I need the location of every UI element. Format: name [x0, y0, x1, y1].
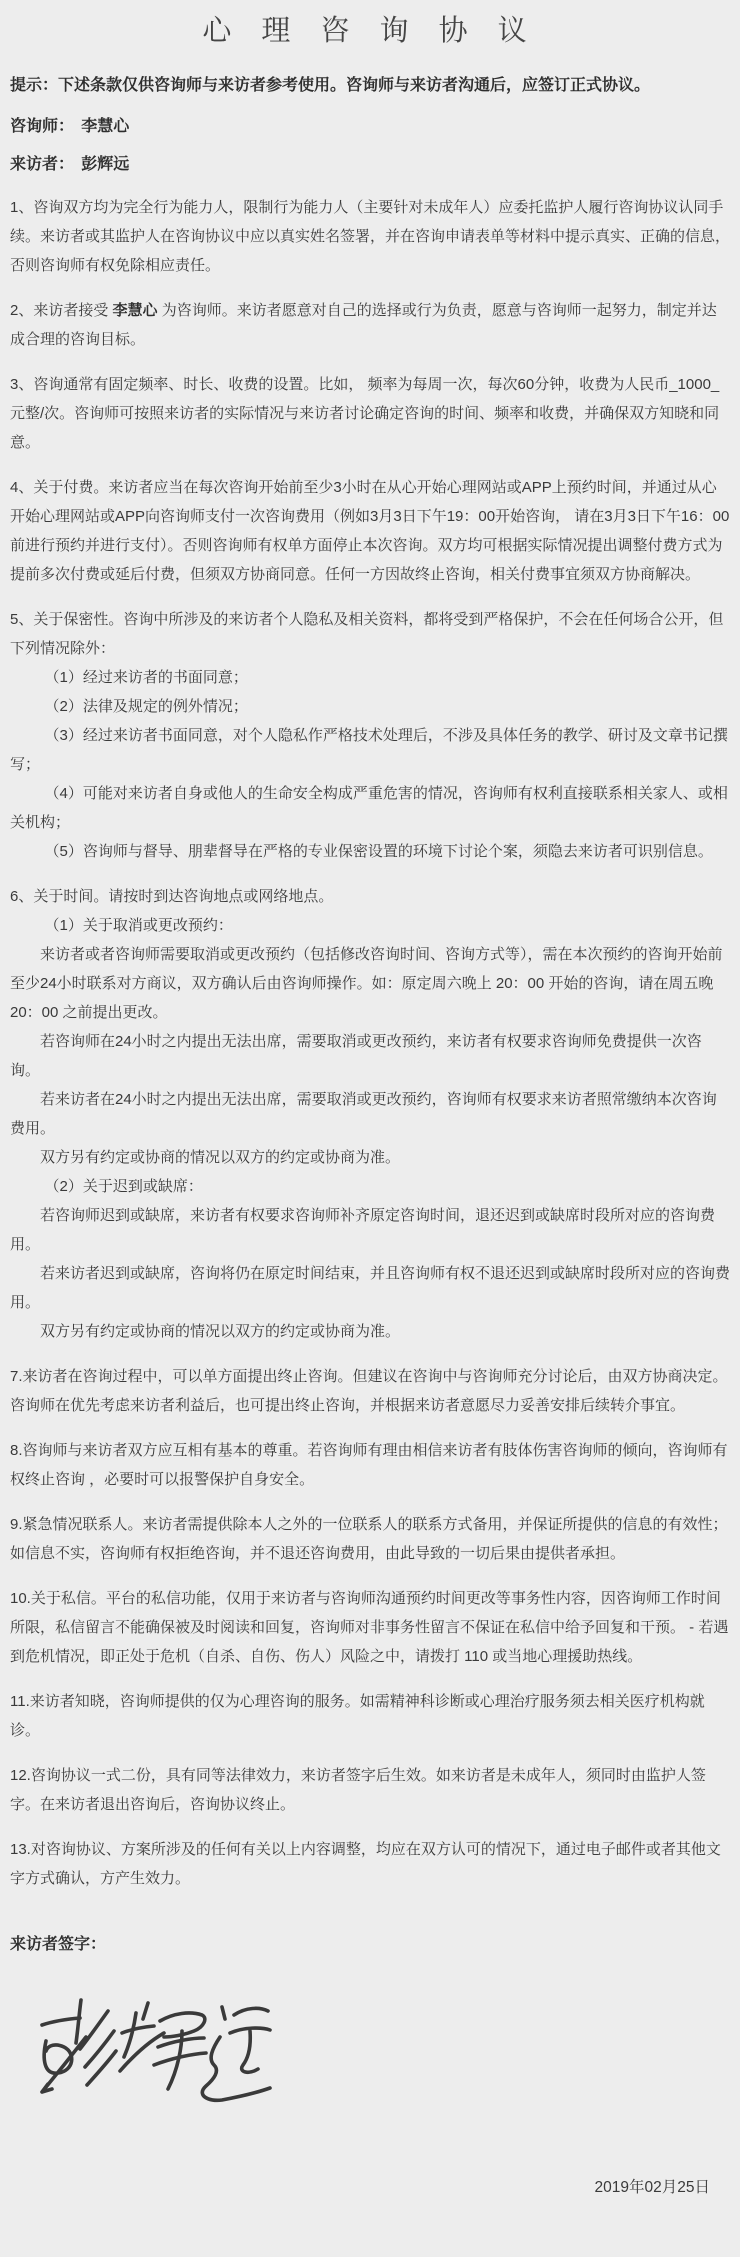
clause-2-text	[10, 296, 730, 354]
clause-6-sub1-para-1: 来访者或者咨询师需要取消或更改预约（包括修改咨询时间、咨询方式等），需在本次预约的咨询开始前至少24小时联系对方商议，双方确认后由咨询师操作。如：原定周六晚上 20：00 开始的咨询，请在周五晚 20：00 之前提出更改。	[10, 946, 723, 1021]
client-label: 来访者：	[10, 156, 75, 173]
clause-5-item-1: （1）经过来访者的书面同意；	[44, 669, 248, 686]
counselor-label: 咨询师：	[10, 118, 75, 135]
signature-label: 来访者签字：	[10, 1936, 107, 1953]
clause-7-text: 7.来访者在咨询过程中，可以单方面提出终止咨询。但建议在咨询中与咨询师充分讨论后，由双方协商决定。咨询师在优先考虑来访者利益后，也可提出终止咨询，并根据来访者意愿尽力妥善安排后续转介事宜。	[10, 1368, 728, 1414]
clause-4	[10, 473, 730, 589]
clause-5-item-3: （3）经过来访者书面同意，对个人隐私作严格技术处理后，不涉及具体任务的教学、研讨及文章书记撰写；	[10, 727, 728, 773]
clause-13-text: 13.对咨询协议、方案所涉及的任何有关以上内容调整，均应在双方认可的情况下，通过电子邮件或者其他文字方式确认，方产生效力。	[10, 1841, 721, 1887]
client-signature-drawing	[24, 1985, 274, 2135]
clause-1-text: 1、咨询双方均为完全行为能力人，限制行为能力人（主要针对未成年人）应委托监护人履行咨询协议认同手续。来访者或其监护人在咨询协议中应以真实姓名签署，并在咨询申请表单等材料中提示真实、正确的信息，否则咨询师有权免除相应责任。	[10, 199, 731, 274]
clause-8-text: 8.咨询师与来访者双方应互相有基本的尊重。若咨询师有理由相信来访者有肢体伤害咨询师的倾向，咨询师有权终止咨询 ，必要时可以报警保护自身安全。	[10, 1442, 728, 1488]
clause-5	[10, 605, 730, 866]
clause-5-item-5: （5）咨询师与督导、朋辈督导在严格的专业保密设置的环境下讨论个案，须隐去来访者可识别信息。	[44, 843, 713, 860]
clause-6-sub1-title: （1）关于取消或更改预约：	[44, 917, 233, 934]
clause-6-intro: 6、关于时间。请按时到达咨询地点或网络地点。	[10, 888, 334, 905]
clause-5-item-4: （4）可能对来访者自身或他人的生命安全构成严重危害的情况，咨询师有权利直接联系相关家人、或相关机构；	[10, 785, 728, 831]
clause-2-prefix: 2、来访者接受	[10, 302, 113, 319]
clause-2	[10, 296, 730, 354]
clause-6-sub1-para-3: 若来访者在24小时之内提出无法出席，需要取消或更改预约，咨询师有权要求来访者照常缴纳本次咨询费用。	[10, 1091, 717, 1137]
clause-6	[10, 882, 730, 1346]
clause-12	[10, 1761, 730, 1819]
client-line	[10, 153, 730, 177]
clause-11-text: 11.来访者知晓，咨询师提供的仅为心理咨询的服务。如需精神科诊断或心理治疗服务须去相关医疗机构就诊。	[10, 1693, 705, 1739]
counselor-name: 李慧心	[81, 118, 130, 135]
clause-1	[10, 193, 730, 280]
clause-6-sub2-para-2: 若来访者迟到或缺席，咨询将仍在原定时间结束，并且咨询师有权不退还迟到或缺席时段所对应的咨询费用。	[10, 1265, 731, 1311]
clause-9	[10, 1510, 730, 1568]
signing-date: 2019年02月25日	[594, 2179, 710, 2196]
clause-13	[10, 1835, 730, 1893]
clause-11	[10, 1687, 730, 1745]
notice-text: 提示：下述条款仅供咨询师与来访者参考使用。咨询师与来访者沟通后，应签订正式协议。	[10, 77, 651, 94]
clause-4-text: 4、关于付费。来访者应当在每次咨询开始前至少3小时在从心开始心理网站或APP上预约时间，并通过从心开始心理网站或APP向咨询师支付一次咨询费用（例如3月3日下午19：00开始咨询， 请在3月3日下午16：00前进行预约并进行支付）。否则咨询师有权单方面停止本次咨询。双方均可根据实际情况提出调整付费方式为提前多次付费或延后付费，但须双方协商同意。任何一方因故终止咨询，相关付费事宜须双方协商解决。	[10, 479, 730, 583]
clause-10	[10, 1584, 730, 1671]
clause-5-item-2: （2）法律及规定的例外情况；	[44, 698, 248, 715]
clause-6-sub2-title: （2）关于迟到或缺席：	[44, 1178, 203, 1195]
page-title: 心 理 咨 询 协 议	[202, 15, 538, 47]
clause-2-suffix: 为咨询师。来访者愿意对自己的选择或行为负责，愿意与咨询师一起努力，制定并达成合理的咨询目标。	[10, 302, 717, 348]
clause-3-text: 3、咨询通常有固定频率、时长、收费的设置。比如， 频率为每周一次，每次60分钟，收费为人民币_1000_元整/次。咨询师可按照来访者的实际情况与来访者讨论确定咨询的时间、频率和收费，并确保双方知晓和同意。	[10, 376, 720, 451]
clause-2-counselor-name: 李慧心	[112, 302, 158, 319]
clause-3	[10, 370, 730, 457]
clause-6-sub2-para-3: 双方另有约定或协商的情况以双方的约定或协商为准。	[40, 1323, 401, 1340]
client-name: 彭辉远	[81, 156, 130, 173]
clause-8	[10, 1436, 730, 1494]
clause-9-text: 9.紧急情况联系人。来访者需提供除本人之外的一位联系人的联系方式备用，并保证所提供的信息的有效性；如信息不实，咨询师有权拒绝咨询，并不退还咨询费用，由此导致的一切后果由提供者承担。	[10, 1516, 728, 1562]
clause-12-text: 12.咨询协议一式二份，具有同等法律效力，来访者签字后生效。如来访者是未成年人，须同时由监护人签字。在来访者退出咨询后，咨询协议终止。	[10, 1767, 706, 1813]
signature-svg	[24, 1985, 274, 2135]
clause-6-sub1-para-4: 双方另有约定或协商的情况以双方的约定或协商为准。	[40, 1149, 401, 1166]
counselor-line	[10, 115, 730, 139]
clause-7	[10, 1362, 730, 1420]
clause-6-sub2-para-1: 若咨询师迟到或缺席，来访者有权要求咨询师补齐原定咨询时间，退还迟到或缺席时段所对应的咨询费用。	[10, 1207, 716, 1253]
clause-5-intro: 5、关于保密性。咨询中所涉及的来访者个人隐私及相关资料，都将受到严格保护，不会在任何场合公开，但下列情况除外：	[10, 611, 724, 657]
clause-6-sub1-para-2: 若咨询师在24小时之内提出无法出席，需要取消或更改预约，来访者有权要求咨询师免费提供一次咨询。	[10, 1033, 702, 1079]
clause-10-text: 10.关于私信。平台的私信功能，仅用于来访者与咨询师沟通预约时间更改等事务性内容，因咨询师工作时间所限，私信留言不能确保被及时阅读和回复，咨询师对非事务性留言不保证在私信中给予回复和干预。 - 若遇到危机情况，即正处于危机（自杀、自伤、伤人）风险之中，请拨打 110 或当地心理援助热线。	[10, 1590, 729, 1665]
